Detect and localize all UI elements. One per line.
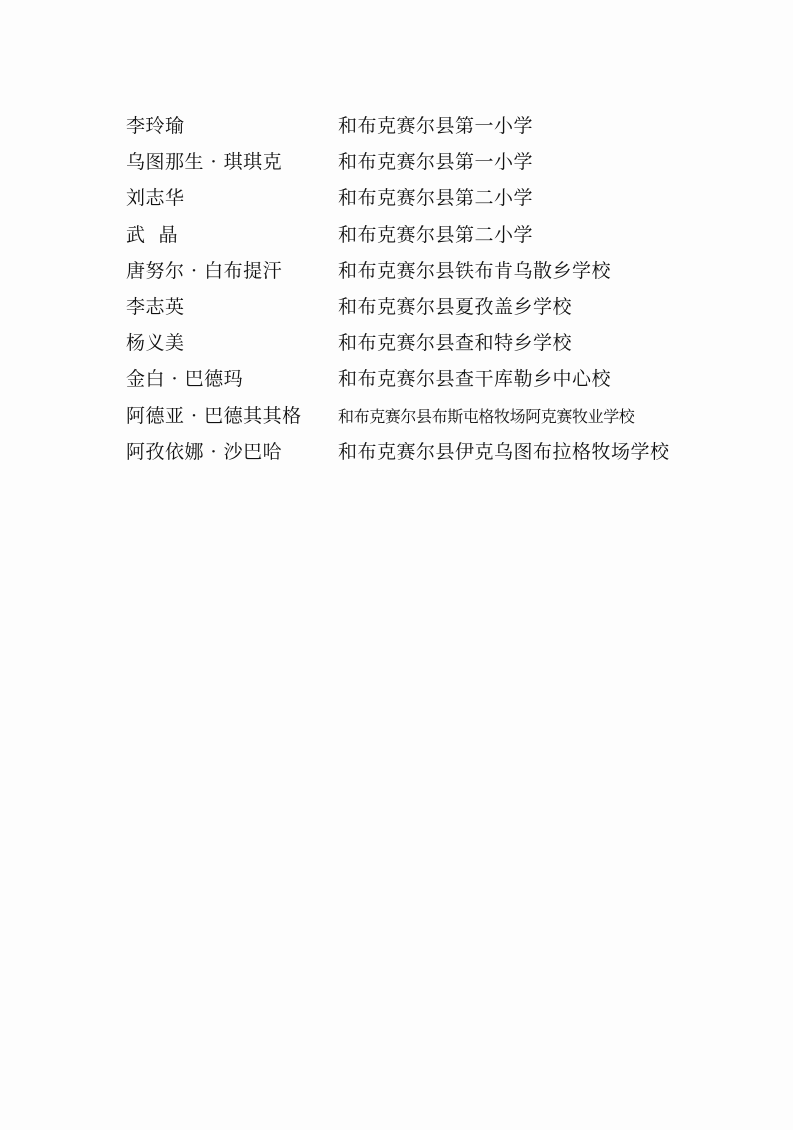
person-name: 阿德亚 · 巴德其其格 [126, 404, 302, 427]
list-item [126, 402, 726, 438]
person-name: 金白 · 巴德玛 [126, 368, 244, 391]
list-item [126, 365, 726, 401]
school-name: 和布克赛尔县第二小学 [338, 223, 534, 246]
person-name: 李玲瑜 [126, 115, 185, 137]
list-item [126, 257, 726, 293]
list-item [126, 184, 726, 220]
person-name: 武 晶 [126, 223, 179, 246]
person-name: 刘志华 [126, 187, 185, 210]
list-item [126, 329, 726, 365]
school-name: 和布克赛尔县第二小学 [338, 187, 534, 210]
list-item [126, 112, 726, 148]
list-item [126, 293, 726, 329]
school-name: 和布克赛尔县查和特乡学校 [338, 332, 573, 355]
school-name: 和布克赛尔县铁布肯乌散乡学校 [338, 259, 612, 282]
person-name: 李志英 [126, 295, 185, 318]
school-name: 和布克赛尔县查干库勒乡中心校 [338, 368, 612, 391]
school-name: 和布克赛尔县布斯屯格牧场阿克赛牧业学校 [338, 406, 635, 426]
school-name: 和布克赛尔县第一小学 [338, 151, 534, 174]
list-item [126, 148, 726, 184]
list-item [126, 221, 726, 257]
school-name: 和布克赛尔县伊克乌图布拉格牧场学校 [338, 440, 670, 463]
list-item [126, 438, 726, 474]
person-name: 阿孜依娜 · 沙巴哈 [126, 440, 283, 463]
person-name: 杨义美 [126, 332, 185, 355]
school-name: 和布克赛尔县夏孜盖乡学校 [338, 295, 573, 318]
person-name: 唐努尔 · 白布提汗 [126, 259, 283, 282]
recipient-list [126, 112, 726, 474]
person-name: 乌图那生 · 琪琪克 [126, 151, 283, 174]
school-name: 和布克赛尔县第一小学 [338, 115, 534, 137]
